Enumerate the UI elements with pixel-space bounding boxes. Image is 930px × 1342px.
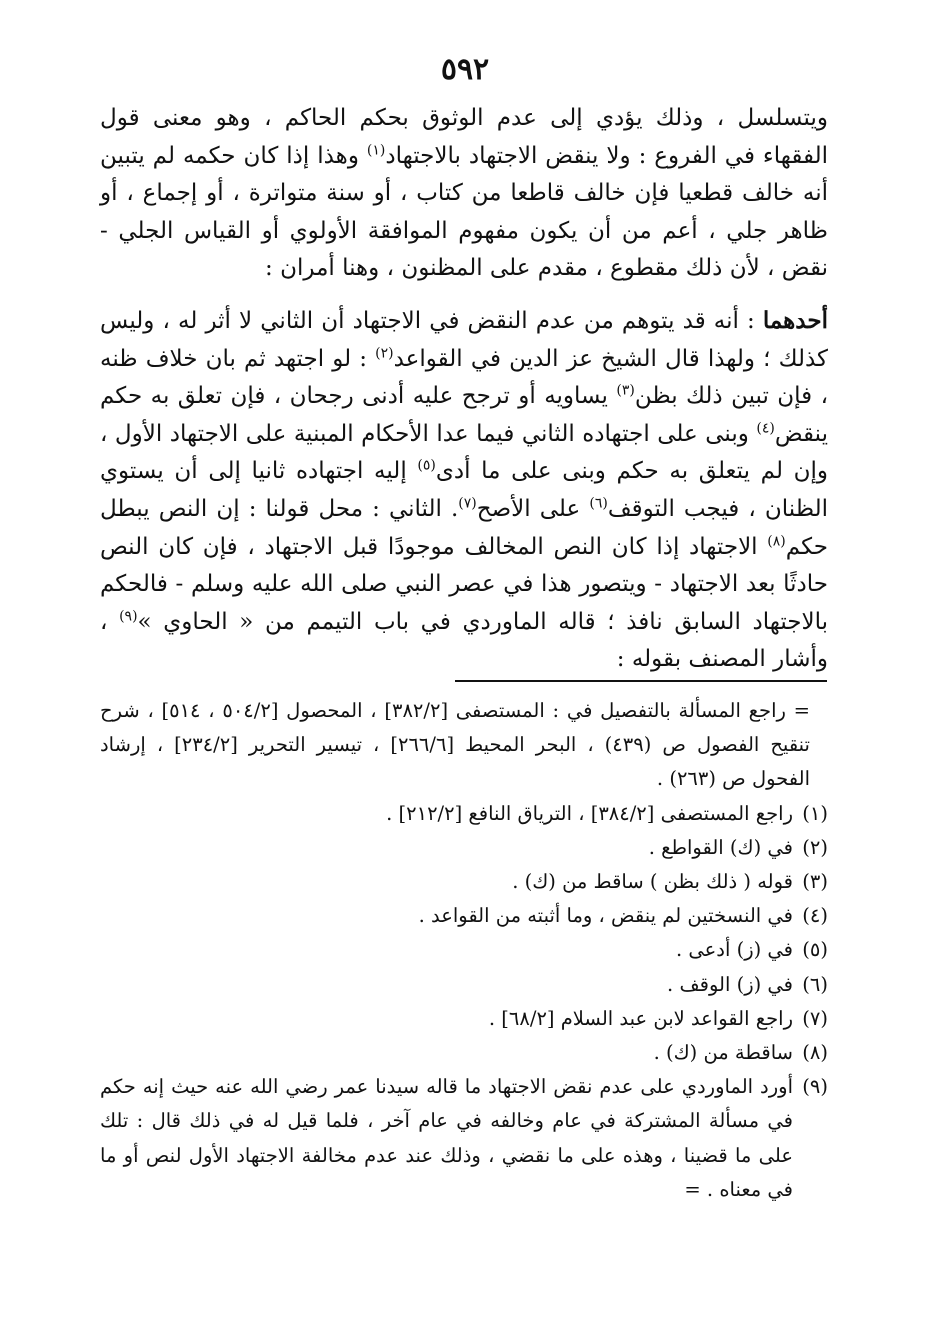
- paragraph-1-text-a: ويتسلسل ، وذلك يؤدي إلى عدم الوثوق بحكم الحاكم ، وهو معنى قول الفقهاء في الفروع : ولا ينقض الاجتهاد بالاجتهاد: [100, 105, 828, 169]
- paragraph-2-text-f: على الأصح: [476, 495, 590, 522]
- footnote-text: في (ز) الوقف .: [667, 972, 793, 996]
- footnote-3: [100, 865, 828, 899]
- footnote-ref-3[interactable]: (٣): [616, 382, 635, 399]
- footnote-number: (٣): [802, 870, 828, 894]
- footnote-number: (٨): [802, 1041, 828, 1065]
- footnote-5: [100, 933, 828, 967]
- footnote-number: (٥): [802, 938, 828, 962]
- footnote-ref-9[interactable]: (٩): [119, 608, 138, 625]
- footnote-ref-1[interactable]: (١): [366, 141, 386, 158]
- footnote-ref-5[interactable]: (٥): [417, 457, 436, 474]
- footnote-6: [100, 968, 828, 1002]
- footnote-number: (١): [802, 801, 828, 825]
- footnote-text: ساقطة من (ك) .: [653, 1041, 793, 1065]
- footnote-4: [100, 899, 828, 933]
- footnote-continuation: = راجع المسألة بالتفصيل في : المستصفى [٣٨٢/٢] ، المحصول [٥٠٤/٢ ، ٥١٤] ، شرح تنقيح الفصول ص (٤٣٩) ، البحر المحيط [٢٦٦/٦] ، تيسير التحرير [٢٣٤/٢] ، إرشاد الفحول ص (٢٦٣) .: [100, 699, 811, 791]
- footnote-text: قوله ( ذلك بظن ) ساقط من (ك) .: [512, 870, 793, 894]
- footnote-text: راجع المستصفى [٣٨٤/٢] ، الترياق النافع [٢١٢/٢] .: [386, 801, 793, 825]
- footnote-text: في (ز) أدعى .: [676, 938, 793, 962]
- paragraph-2-text-c: يساويه أو ترجح عليه أدنى رجحان ، فإن تعلق به حكم ينقض: [100, 383, 828, 447]
- paragraph-2-text-i: ، وأشار المصنف بقوله :: [100, 608, 828, 673]
- paragraph-2-lead: أحدهما: [762, 306, 828, 334]
- paragraph-2-text-g: . الثاني : محل قولنا : إن النص يبطل حكم: [100, 495, 828, 560]
- paragraph-2-text-e: إليه اجتهاده ثانيا إلى أن يستوي الظنان ، فيجب التوقف: [100, 458, 828, 522]
- footnote-8: [100, 1036, 828, 1070]
- footnote-2: [100, 831, 828, 865]
- footnote-number: (٦): [802, 972, 828, 996]
- paragraph-2-text-d: وبنى على اجتهاده الثاني فيما عدا الأحكام المبنية على الاجتهاد الأول ، وإن لم يتعلق به حكم وبنى على ما أدى: [100, 420, 828, 485]
- footnote-1: [100, 797, 828, 831]
- footnote-text: في (ك) القواطع .: [648, 835, 793, 859]
- footnote-number: (٢): [802, 835, 828, 859]
- footnote-ref-2[interactable]: (٢): [375, 344, 394, 361]
- footnote-number: (٩): [802, 1075, 828, 1099]
- footnote-9: [100, 1070, 828, 1207]
- footnote-ref-4[interactable]: (٤): [756, 420, 775, 437]
- paragraph-1: [100, 100, 828, 288]
- footnote-ref-6[interactable]: (٦): [589, 495, 608, 512]
- footnote-ref-7[interactable]: (٧): [458, 495, 477, 512]
- paragraph-2-text-h: الاجتهاد إذا كان النص المخالف موجودًا قبل الاجتهاد ، فإن كان النص حادثًا بعد الاجتهاد - ويتصور هذا في عصر النبي صلى الله عليه وسلم - فالحكم بالاجتهاد السابق نافذ ؛ قاله الماوردي في باب التيمم من « الحاوي »: [100, 533, 829, 635]
- paragraph-2-text-a: : أنه قد يتوهم من عدم النقض في الاجتهاد أن الثاني لا أثر له ، وليس كذلك ؛ ولهذا قال الشيخ عز الدين في القواعد: [100, 307, 828, 372]
- main-text: [100, 100, 828, 679]
- footnote-text: أورد الماوردي على عدم نقض الاجتهاد ما قاله سيدنا عمر رضي الله عنه حيث إنه حكم في مسألة المشتركة في عام وخالفه في عام آخر ، فلما قيل له في ذلك قال : تلك على ما قضينا ، وهذه على ما نقضي ، وذلك عند عدم مخالفة الاجتهاد الأول لنص أو ما في معناه . =: [100, 1075, 793, 1201]
- footnote-divider: [455, 680, 827, 682]
- paragraph-1-text-b: وهذا إذا كان حكمه لم يتبين أنه خالف قطعيا فإن خالف قاطعا من كتاب ، أو سنة متواترة ، أو إجماع ، أو ظاهر جلي ، أعم من أن يكون مفهوم الموافقة الأولوي أو القياس الجلي - نقض ، لأن ذلك مقطوع ، مقدم على المظنون ، وهنا أمران :: [100, 142, 828, 282]
- page-number: ٥٩٢: [440, 52, 490, 87]
- footnote-7: [100, 1002, 828, 1036]
- footnote-text: راجع القواعد لابن عبد السلام [٦٨/٢] .: [488, 1006, 793, 1030]
- paragraph-2-text-b: : لو اجتهد ثم بان خلاف ظنه ، فإن تبين ذلك بظن: [100, 345, 828, 410]
- footnotes: [100, 694, 828, 1207]
- footnote-text: في النسختين لم ينقض ، وما أثبته من القواعد .: [418, 904, 793, 928]
- footnote-number: (٤): [802, 904, 828, 928]
- paragraph-2: [100, 302, 828, 679]
- footnote-number: (٧): [802, 1006, 828, 1030]
- footnote-ref-8[interactable]: (٨): [767, 532, 786, 549]
